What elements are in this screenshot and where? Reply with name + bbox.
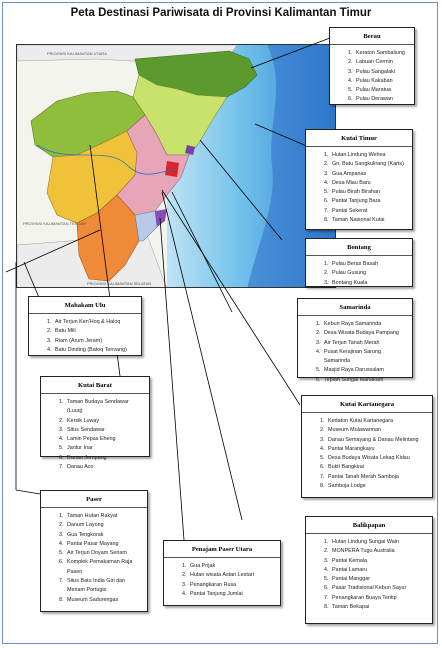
list-item: 8. Samboja Lodge — [326, 482, 426, 491]
list-item: 5. Pantai Manggar — [330, 575, 426, 584]
list-item: 5. Jantur Inar — [65, 444, 143, 453]
region-title: Penajam Paser Utara — [164, 541, 280, 558]
region-box-kutai-kartanegara — [301, 395, 433, 498]
label-north: PROVINSI KALIMANTAN UTARA — [47, 51, 107, 56]
list-item: 3. Gua Tengkorak — [65, 531, 141, 540]
list-item: 1. Taman Budaya Sendawar (Luuq) — [65, 398, 143, 417]
page-title: Peta Destinasi Pariwisata di Provinsi Kalimantan Timur — [70, 7, 372, 19]
region-box-berau — [329, 27, 415, 105]
list-item: 6. Pantai Tanjung Bara — [330, 197, 406, 206]
list-item: 5. Pulau Birah Birahan — [330, 188, 406, 197]
list-item: 1. Hutan Lindung Wehea — [330, 151, 406, 160]
region-title: Samarinda — [298, 299, 412, 316]
list-item: 3. Penangkaran Rusa — [188, 581, 274, 590]
list-item: 8. Taman Nasional Kutai — [330, 216, 406, 225]
list-item: 4. Desa Miau Baru — [330, 179, 406, 188]
list-item: 4. Pantai Marangkayu — [326, 445, 426, 454]
list-item: 8. Taman Bekapai — [330, 603, 426, 612]
list-item: 4. Pantai Pasar Mayang — [65, 540, 141, 549]
list-item: 5. Air Terjun Doyam Seriam — [65, 549, 141, 558]
region-title: Kutai Kartanegara — [302, 396, 432, 413]
list-item: 1. Taman Hutan Rakyat — [65, 512, 141, 521]
list-item: 4. Pantai Lamaru — [330, 566, 426, 575]
list-item: 3. Situs Sendawar — [65, 426, 143, 435]
list-item: 1. Air Terjun Ken'Hoq & Haloq — [53, 318, 135, 327]
list-item: 2. MONPERA Tugu Australia — [330, 547, 426, 556]
list-item: 4. Lamin Pepas Eheng — [65, 435, 143, 444]
region-title: Kutai Timur — [306, 130, 412, 147]
list-item: 2. Labuan Cermin — [354, 58, 408, 67]
region-title: Paser — [41, 491, 147, 508]
region-title: Balikpapan — [306, 517, 432, 534]
list-item: 7. Pantai Tanah Merah Samboja — [326, 473, 426, 482]
list-item: 3. Air Terjun Tanah Merah — [322, 339, 406, 348]
list-item: 6. Pulau Derawan — [354, 95, 408, 104]
list-item: 4. Pantai Tanjung Jumlai — [188, 590, 274, 599]
list-item: 4. Pusat Kerajinan Sarung Samarinda — [322, 348, 406, 367]
list-item: 6. Danau Jempang — [65, 454, 143, 463]
list-item: 2. Pulau Gusung — [330, 269, 406, 278]
list-item: 1. Hutan Lindung Sungai Wain — [330, 538, 426, 547]
list-item: 5. Masjid Raya Darussalam — [322, 366, 406, 375]
list-item: 2. Batu Mili — [53, 327, 135, 336]
region-title: Berau — [330, 28, 414, 45]
list-item: 2. Gn. Batu Sangkulirang (Karts) — [330, 160, 406, 169]
list-item: 3. Gua Ampanas — [330, 170, 406, 179]
list-item: 2. Museum Mulawarman — [326, 426, 426, 435]
region-box-kutai-timur — [305, 129, 413, 230]
list-item: 2. Kersik Luway — [65, 417, 143, 426]
list-item: 6. Bukit Bangkirai — [326, 463, 426, 472]
region-box-mahakam-ulu — [28, 296, 142, 356]
region-box-penajam-paser-utara — [163, 540, 281, 606]
list-item: 6. Tepian Sungai Mahakam — [322, 376, 406, 385]
list-item: 2. Desa Wisata Budaya Pampang — [322, 329, 406, 338]
list-item: 4. Batu Dinding (Batoq Tenvang) — [53, 346, 135, 355]
region-box-kutai-barat — [40, 376, 150, 471]
list-item: 2. Hutan wisata Astari Lestari — [188, 571, 274, 580]
region-box-balikpapan — [305, 516, 433, 624]
list-item: 3. Pantai Kemala — [330, 557, 426, 566]
region-title: Mahakam Ulu — [29, 297, 141, 314]
region-title: Kutai Barat — [41, 377, 149, 394]
list-item: 2. Danum Layong — [65, 521, 141, 530]
region-box-bontang — [305, 238, 413, 287]
region-box-samarinda — [297, 298, 413, 383]
region-box-paser — [40, 490, 148, 612]
list-item: 4. Pulau Kakaban — [354, 77, 408, 86]
list-item: 7. Situs Batu India Giri dan Meriam Portugis — [65, 577, 141, 596]
list-item: 3. Danau Semayang & Danau Melintang — [326, 436, 426, 445]
list-item: 1. Kedaton Kutai Kartanegara — [326, 417, 426, 426]
list-item: 1. Gua Prijak — [188, 562, 274, 571]
list-item: 7. Pantai Sekerat — [330, 207, 406, 216]
list-item: 1. Kebun Raya Samarinda — [322, 320, 406, 329]
region-title: Bontang — [306, 239, 412, 256]
list-item: 1. Keraton Sambaliung — [354, 49, 408, 58]
list-item: 5. Pulau Maratua — [354, 86, 408, 95]
list-item: 5. Desa Budaya Wisata Lekaq Kidau — [326, 454, 426, 463]
list-item: 7. Danau Aco — [65, 463, 143, 472]
list-item: 8. Museum Sadurengas — [65, 596, 141, 605]
list-item: 6. Pasar Tradisional Kebun Sayur — [330, 584, 426, 593]
list-item: 3. Riam (Arum Jeram) — [53, 337, 135, 346]
list-item: 3. Bontang Kuala — [330, 279, 406, 288]
list-item: 7. Penangkaran Buaya Teritip — [330, 594, 426, 603]
label-west: PROVINSI KALIMANTAN TENGAH — [23, 221, 87, 226]
label-south: PROVINSI KALIMANTAN SELATAN — [87, 281, 152, 286]
list-item: 6. Komplek Pemakaman Raja Pasen — [65, 558, 141, 577]
list-item: 3. Pulau Sangalaki — [354, 68, 408, 77]
list-item: 1. Pulau Beras Basah — [330, 260, 406, 269]
